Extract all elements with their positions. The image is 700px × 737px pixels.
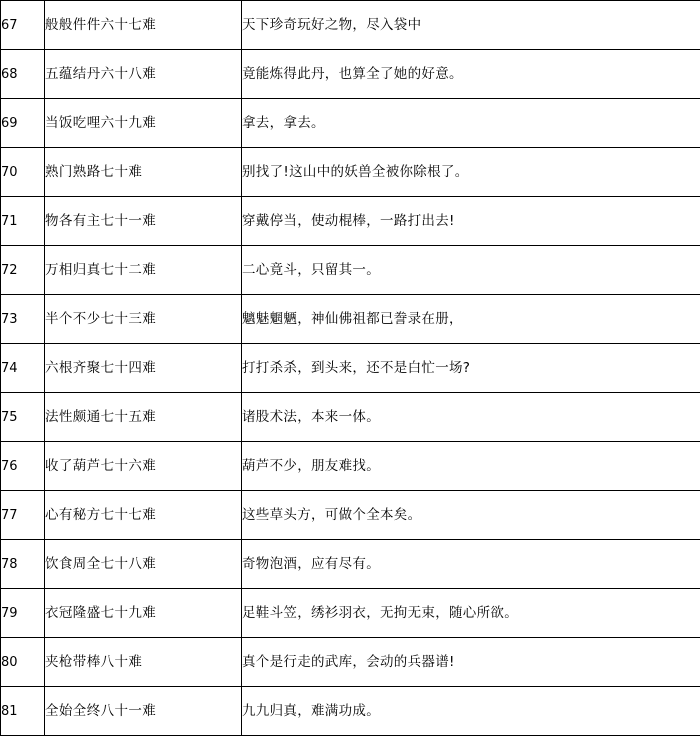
- row-index: 81: [1, 687, 45, 736]
- row-index: 79: [1, 589, 45, 638]
- row-title: 半个不少七十三难: [45, 295, 242, 344]
- table-row: [1, 246, 700, 295]
- row-title: 收了葫芦七十六难: [45, 442, 242, 491]
- row-description: 葫芦不少，朋友难找。: [242, 442, 700, 491]
- row-title: 般般件件六十七难: [45, 1, 242, 50]
- row-index: 72: [1, 246, 45, 295]
- row-title: 当饭吃哩六十九难: [45, 99, 242, 148]
- table-row: [1, 687, 700, 736]
- row-title: 万相归真七十二难: [45, 246, 242, 295]
- row-description: 魑魅魍魉，神仙佛祖都已誊录在册，: [242, 295, 700, 344]
- row-description: 二心竟斗，只留其一。: [242, 246, 700, 295]
- row-description: 足鞋斗笠，绣衫羽衣，无拘无束，随心所欲。: [242, 589, 700, 638]
- table-row: [1, 442, 700, 491]
- row-title: 心有秘方七十七难: [45, 491, 242, 540]
- row-description: 天下珍奇玩好之物，尽入袋中: [242, 1, 700, 50]
- row-index: 67: [1, 1, 45, 50]
- row-title: 全始全终八十一难: [45, 687, 242, 736]
- row-index: 70: [1, 148, 45, 197]
- table-row: [1, 1, 700, 50]
- row-description: 九九归真，难满功成。: [242, 687, 700, 736]
- table-row: [1, 540, 700, 589]
- table-row: [1, 50, 700, 99]
- row-description: 竟能炼得此丹，也算全了她的好意。: [242, 50, 700, 99]
- table-row: [1, 638, 700, 687]
- row-description: 别找了!这山中的妖兽全被你除根了。: [242, 148, 700, 197]
- table-row: [1, 99, 700, 148]
- table-row: [1, 148, 700, 197]
- row-title: 夹枪带棒八十难: [45, 638, 242, 687]
- row-description: 打打杀杀，到头来，还不是白忙一场?: [242, 344, 700, 393]
- row-title: 熟门熟路七十难: [45, 148, 242, 197]
- row-title: 饮食周全七十八难: [45, 540, 242, 589]
- row-index: 75: [1, 393, 45, 442]
- row-index: 78: [1, 540, 45, 589]
- row-description: 诸股术法，本来一体。: [242, 393, 700, 442]
- row-index: 73: [1, 295, 45, 344]
- row-title: 六根齐聚七十四难: [45, 344, 242, 393]
- row-description: 真个是行走的武库，会动的兵器谱!: [242, 638, 700, 687]
- row-index: 71: [1, 197, 45, 246]
- table-row: [1, 197, 700, 246]
- row-index: 80: [1, 638, 45, 687]
- table-row: [1, 295, 700, 344]
- row-index: 68: [1, 50, 45, 99]
- row-title: 衣冠隆盛七十九难: [45, 589, 242, 638]
- row-index: 76: [1, 442, 45, 491]
- table-row: [1, 344, 700, 393]
- row-description: 穿戴停当，使动棍棒，一路打出去!: [242, 197, 700, 246]
- row-title: 法性颇通七十五难: [45, 393, 242, 442]
- row-description: 奇物泡酒，应有尽有。: [242, 540, 700, 589]
- row-index: 77: [1, 491, 45, 540]
- row-title: 物各有主七十一难: [45, 197, 242, 246]
- table-row: [1, 491, 700, 540]
- table-row: [1, 393, 700, 442]
- row-description: 拿去，拿去。: [242, 99, 700, 148]
- row-description: 这些草头方，可做个全本矣。: [242, 491, 700, 540]
- row-index: 74: [1, 344, 45, 393]
- table-row: [1, 589, 700, 638]
- row-index: 69: [1, 99, 45, 148]
- row-title: 五蕴结丹六十八难: [45, 50, 242, 99]
- trials-table-body: [1, 1, 700, 736]
